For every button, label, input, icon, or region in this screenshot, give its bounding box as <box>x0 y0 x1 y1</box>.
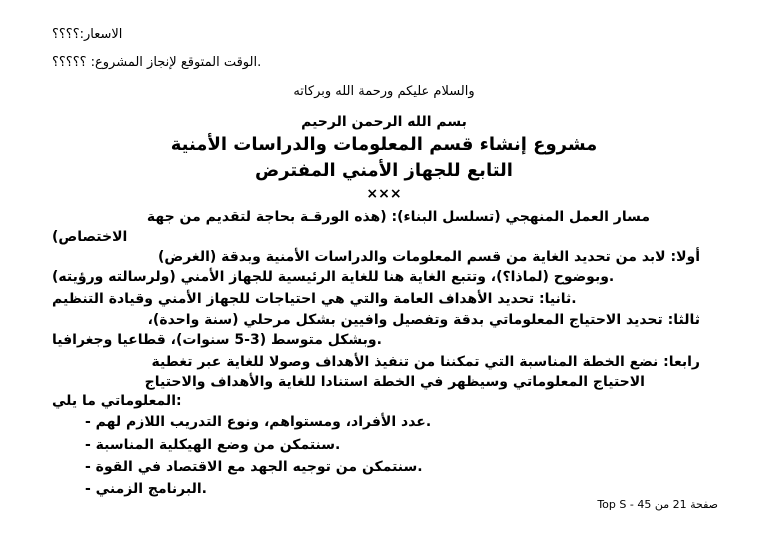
methodology-line2: الاختصاص) <box>52 229 128 245</box>
fourth-point-line2: الاحتياج المعلوماتي وسيظهر في الخطة استنادا للغاية والأهداف والاحتياج <box>144 374 645 390</box>
fourth-point-line3: :المعلوماتي ما يلي <box>52 393 182 409</box>
document-title-line1: مشروع إنشاء قسم المعلومات والدراسات الأمنية <box>170 134 598 155</box>
bullet-item: .البرنامج الزمني - <box>85 481 207 497</box>
page-footer: Top S - صفحة 21 من 45 <box>597 498 718 511</box>
basmala: بسم الله الرحمن الرحيم <box>301 114 467 130</box>
expected-time-line: .الوقت المتوقع لإنجاز المشروع: ؟؟؟؟؟ <box>52 55 262 70</box>
third-point-line2: .وبشكل متوسط (3-5 سنوات)، قطاعيا وجغرافيا <box>52 332 382 348</box>
document-title-line2: التابع للجهاز الأمني المفترض <box>255 160 513 181</box>
methodology-line1: مسار العمل المنهجي (تسلسل البناء): (هذه الورقـة بحاجة لتقديم من جهة <box>146 209 650 225</box>
third-point-line1: ثالثا: تحديد الاحتياج المعلوماتي بدقة وتفصيل وافيين بشكل مرحلي (سنة واحدة)، <box>147 312 700 328</box>
first-point-line1: أولا: لابد من تحديد الغاية من قسم المعلومات والدراسات الأمنية وبدقة (الغرض) <box>157 249 700 265</box>
bullet-item: .سنتمكن من توجيه الجهد مع الاقتصاد في القوة - <box>85 459 423 475</box>
closing-greeting: والسلام عليكم ورحمة الله وبركاته <box>293 84 475 99</box>
prices-line: الاسعار:؟؟؟؟ <box>52 27 123 42</box>
bullet-item: .عدد الأفراد، ومستواهم، ونوع التدريب اللازم لهم - <box>85 414 432 430</box>
second-point-line1: .ثانيا: تحديد الأهداف العامة والتي هي احتياجات للجهاز الأمني وقيادة التنظيم <box>52 291 577 307</box>
separator: ××× <box>366 186 402 202</box>
bullet-item: .سنتمكن من وضع الهيكلية المناسبة - <box>85 437 341 453</box>
fourth-point-line1: رابعا: نضع الخطة المناسبة التي تمكننا من تنفيذ الأهداف وصولا للغاية عبر تغطية <box>151 354 700 370</box>
first-point-line2: .وبوضوح (لماذا؟)، وتتبع الغاية هنا للغاية الرئيسية للجهاز الأمني (ولرسالته ورؤيته) <box>52 269 615 285</box>
